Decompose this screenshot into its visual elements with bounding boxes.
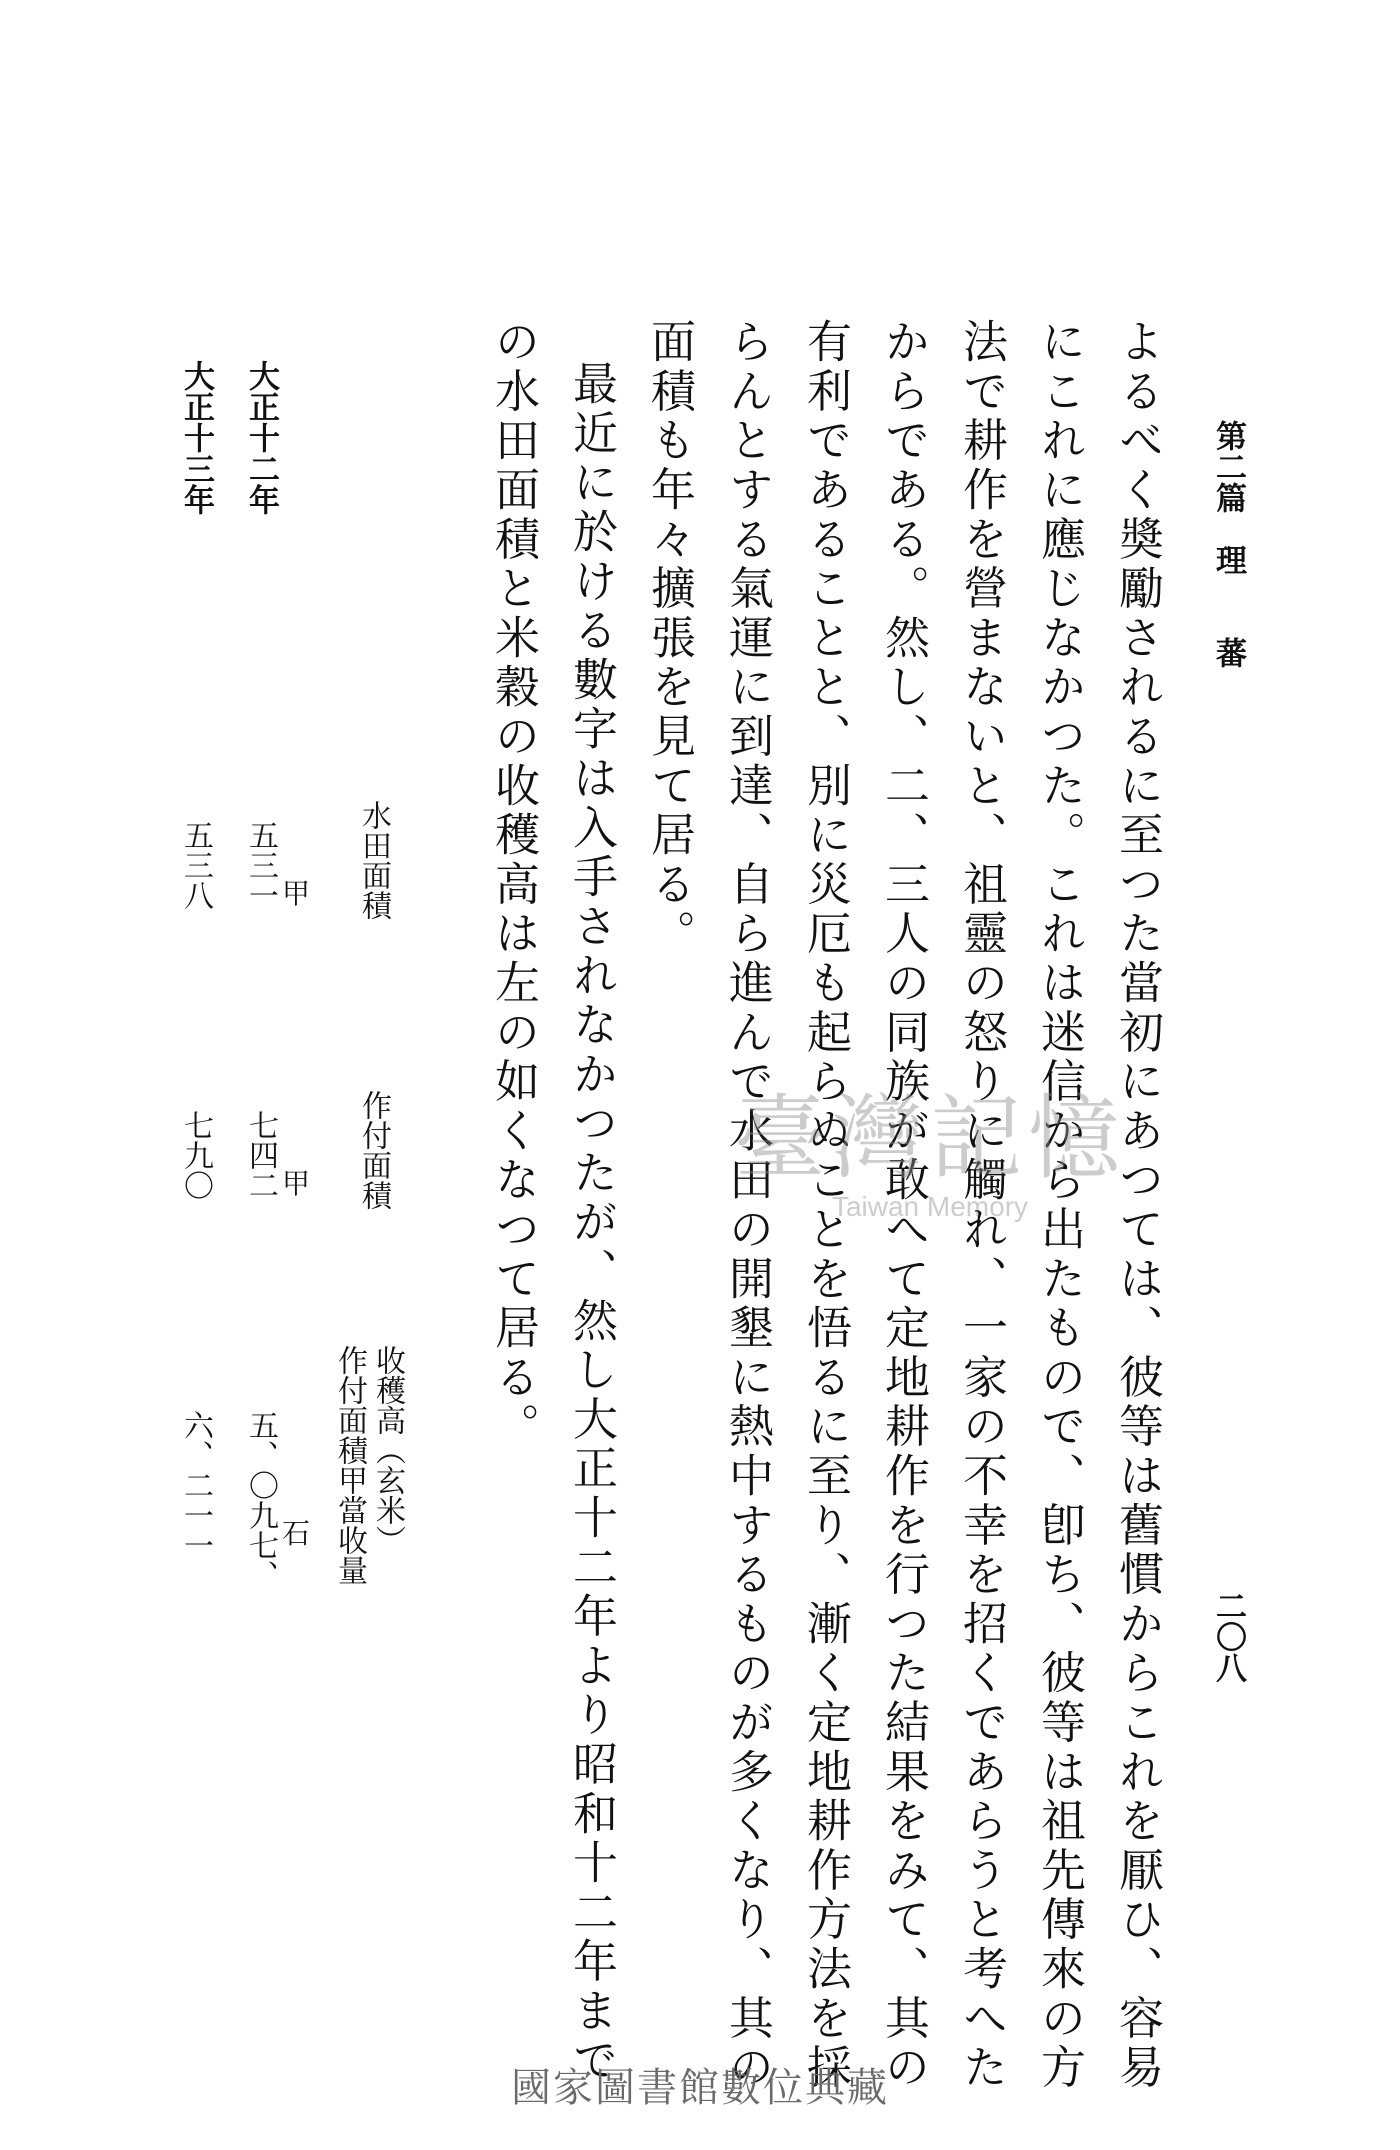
row-2-year: 大正十三年: [178, 360, 214, 515]
taiwan-memory-watermark: [720, 1065, 1140, 1223]
body-line-3: 法で耕作を營まないと、祖靈の怒りに觸れ、一家の不幸を招くであらうと考へた: [955, 318, 1008, 2093]
body-line-6: らんとする氣運に到達、自ら進んで水田の開墾に熱中するものが多くなり、其の: [721, 318, 774, 2093]
watermark-subtitle: Taiwan Memory: [831, 1191, 1029, 1222]
row-2-yield: 六、二一一: [178, 1410, 213, 1560]
row-1-paddy-unit: 甲: [282, 877, 311, 910]
planted-area-header: 作付面積: [356, 1090, 391, 1210]
source-footer: 國家圖書館數位典藏: [511, 2065, 889, 2111]
page-number: 二〇八: [1210, 1590, 1246, 1683]
row-2-paddy-area: 五三八: [178, 820, 213, 910]
body-line-5: 有利であることと、別に災厄も起らぬことを悟るに至り、漸く定地耕作方法を採: [799, 318, 852, 2093]
row-1-yield: 五、〇九七、: [243, 1410, 278, 1590]
body-line-1: よるべく奬勵されるに至つた當初にあつては、彼等は舊慣からこれを厭ひ、容易: [1111, 318, 1164, 2093]
row-1-planted-area: 七四二: [243, 1110, 278, 1200]
body-line-7: 面積も年々擴張を見て居る。: [643, 318, 696, 959]
row-2-planted-area: 七九〇: [178, 1110, 213, 1200]
yield-header-line1: 收穫高（玄米）: [370, 1345, 405, 1555]
body-line-4: からである。然し、二、三人の同族が敢へて定地耕作を行つた結果をみて、其の: [877, 318, 930, 2093]
row-1-planted-unit: 甲: [282, 1167, 311, 1200]
body-line-8: 最近に於ける數字は入手されなかつたが、然し大正十二年より昭和十二年まで: [565, 360, 618, 2086]
body-line-9: の水田面積と米穀の收穫高は左の如くなつて居る。: [487, 318, 540, 1452]
row-1-yield-unit: 石: [282, 1517, 311, 1550]
watermark-title: 臺灣記憶: [733, 1085, 1126, 1192]
yield-header-line2: 作付面積甲當收量: [332, 1345, 367, 1585]
paddy-area-header: 水田面積: [356, 800, 391, 920]
row-1-paddy-area: 五三一: [243, 820, 278, 910]
body-line-2: にこれに應じなかつた。これは迷信から出たもので、卽ち、彼等は祖先傳來の方: [1033, 318, 1086, 2093]
chapter-header: 第二篇 理 蕃: [1210, 420, 1246, 668]
row-1-year: 大正十二年: [243, 360, 279, 515]
